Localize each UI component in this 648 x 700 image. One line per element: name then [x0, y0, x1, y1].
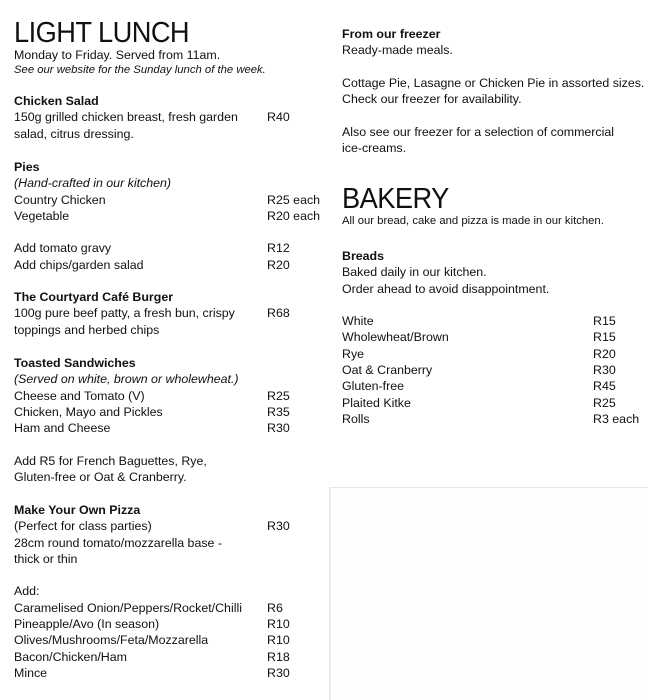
pizza-topping — [14, 600, 326, 616]
sandwich-item-name: Chicken, Mayo and Pickles — [14, 404, 163, 419]
burger-price: R68 — [267, 306, 290, 321]
sandwich-item — [14, 404, 326, 420]
bread-item-name: Rye — [342, 346, 365, 361]
sandwich-addon-line: Gluten-free or Oat & Cranberry. — [14, 470, 187, 485]
sandwich-item — [14, 388, 326, 404]
sandwich-item-price: R35 — [267, 404, 290, 419]
pizza-line: thick or thin — [14, 551, 78, 566]
chicken-salad-row — [14, 109, 326, 125]
bread-item-price: R25 — [593, 395, 616, 410]
empty-panel — [329, 487, 648, 700]
freezer-line: ice-creams. — [342, 141, 407, 156]
pie-item-name: Country Chicken — [14, 192, 106, 207]
pie-extra-price: R20 — [267, 257, 290, 272]
pizza-topping-price: R30 — [267, 665, 290, 680]
bread-item-price: R30 — [593, 363, 616, 378]
pies-section — [14, 159, 326, 273]
bakery-title: BAKERY — [342, 183, 449, 215]
bakery-subtitle: All our bread, cake and pizza is made in our kitchen. — [342, 215, 604, 227]
pizza-topping — [14, 616, 326, 632]
sandwich-item-name: Ham and Cheese — [14, 421, 111, 436]
bread-item — [342, 362, 642, 378]
pie-item-price: R20 each — [267, 208, 321, 223]
pizza-base-row — [14, 518, 326, 534]
pie-extra — [14, 257, 326, 273]
bread-item-price: R45 — [593, 379, 616, 394]
bread-item — [342, 346, 642, 362]
pizza-heading: Make Your Own Pizza — [14, 503, 141, 517]
sandwich-item-price: R30 — [267, 421, 290, 436]
pizza-topping-price: R18 — [267, 649, 290, 664]
chicken-salad-desc-cont: salad, citrus dressing. — [14, 126, 134, 141]
pie-extra — [14, 240, 326, 256]
bread-item — [342, 329, 642, 345]
breads-line: Order ahead to avoid disappointment. — [342, 281, 550, 296]
pie-extra-name: Add tomato gravy — [14, 241, 112, 256]
bread-item-name: Wholewheat/Brown — [342, 330, 449, 345]
pizza-price: R30 — [267, 519, 290, 534]
chicken-salad-price: R40 — [267, 110, 290, 125]
sandwich-item — [14, 420, 326, 436]
pizza-topping-name: Olives/Mushrooms/Feta/Mozzarella — [14, 633, 209, 648]
pizza-line: 28cm round tomato/mozzarella base - — [14, 535, 222, 550]
sandwich-addon-line: Add R5 for French Baguettes, Rye, — [14, 453, 207, 468]
breads-heading: Breads — [342, 249, 385, 263]
freezer-section — [342, 26, 645, 156]
pie-extra-name: Add chips/garden salad — [14, 257, 144, 272]
breads-section — [342, 248, 642, 427]
pie-extra-price: R12 — [267, 241, 290, 256]
sandwich-item-price: R25 — [267, 388, 290, 403]
bread-item-name: Gluten-free — [342, 379, 404, 394]
pie-item-name: Vegetable — [14, 208, 70, 223]
chicken-salad-section — [14, 93, 326, 142]
bread-item-price: R15 — [593, 330, 616, 345]
sandwich-item-name: Cheese and Tomato (V) — [14, 388, 145, 403]
toasted-sandwiches-note: (Served on white, brown or wholewheat.) — [14, 372, 239, 387]
pizza-topping-price: R10 — [267, 617, 290, 632]
pizza-topping-price: R6 — [267, 600, 283, 615]
light-lunch-schedule: Monday to Friday. Served from 11am. — [14, 48, 221, 62]
burger-row — [14, 305, 326, 321]
pies-heading: Pies — [14, 160, 40, 174]
light-lunch-note: See our website for the Sunday lunch of the week. — [14, 64, 266, 77]
bread-item — [342, 313, 642, 329]
bread-item-price: R15 — [593, 314, 616, 329]
light-lunch-title: LIGHT LUNCH — [14, 17, 190, 49]
pizza-topping-price: R10 — [267, 633, 290, 648]
burger-heading: The Courtyard Café Burger — [14, 290, 174, 304]
pizza-topping — [14, 632, 326, 648]
burger-desc-cont: toppings and herbed chips — [14, 322, 160, 337]
freezer-line: Cottage Pie, Lasagne or Chicken Pie in assorted sizes. — [342, 75, 645, 90]
pizza-line: (Perfect for class parties) — [14, 519, 152, 534]
pizza-topping-name: Mince — [14, 665, 48, 680]
freezer-heading: From our freezer — [342, 27, 441, 41]
chicken-salad-desc: 150g grilled chicken breast, fresh garden — [14, 110, 238, 125]
pies-note: (Hand-crafted in our kitchen) — [14, 176, 172, 191]
bread-item-price: R3 each — [593, 411, 640, 426]
pizza-topping-name: Pineapple/Avo (In season) — [14, 617, 160, 632]
bread-item — [342, 378, 642, 394]
bread-item-name: White — [342, 314, 374, 329]
bakery-header — [342, 184, 642, 228]
pie-item-price: R25 each — [267, 192, 321, 207]
breads-line: Baked daily in our kitchen. — [342, 265, 487, 280]
bread-item-name: Plaited Kitke — [342, 395, 411, 410]
pizza-topping — [14, 649, 326, 665]
freezer-line: Ready-made meals. — [342, 43, 453, 58]
toasted-sandwiches-heading: Toasted Sandwiches — [14, 356, 136, 370]
pie-item — [14, 192, 326, 208]
chicken-salad-heading: Chicken Salad — [14, 94, 99, 108]
bread-item — [342, 395, 642, 411]
pizza-topping — [14, 665, 326, 681]
bread-item-name: Rolls — [342, 411, 370, 426]
burger-desc: 100g pure beef patty, a fresh bun, crispy — [14, 306, 235, 321]
bread-item — [342, 411, 642, 427]
pizza-topping-name: Bacon/Chicken/Ham — [14, 649, 127, 664]
pizza-add-label: Add: — [14, 584, 40, 599]
bread-item-price: R20 — [593, 346, 616, 361]
light-lunch-header — [14, 18, 326, 77]
freezer-line: Also see our freezer for a selection of commercial — [342, 124, 615, 139]
freezer-line: Check our freezer for availability. — [342, 92, 522, 107]
pizza-section — [14, 502, 326, 681]
pie-item — [14, 208, 326, 224]
toasted-sandwiches-section — [14, 355, 326, 485]
burger-section — [14, 289, 326, 338]
bread-item-name: Oat & Cranberry — [342, 363, 433, 378]
pizza-topping-name: Caramelised Onion/Peppers/Rocket/Chilli — [14, 600, 242, 615]
